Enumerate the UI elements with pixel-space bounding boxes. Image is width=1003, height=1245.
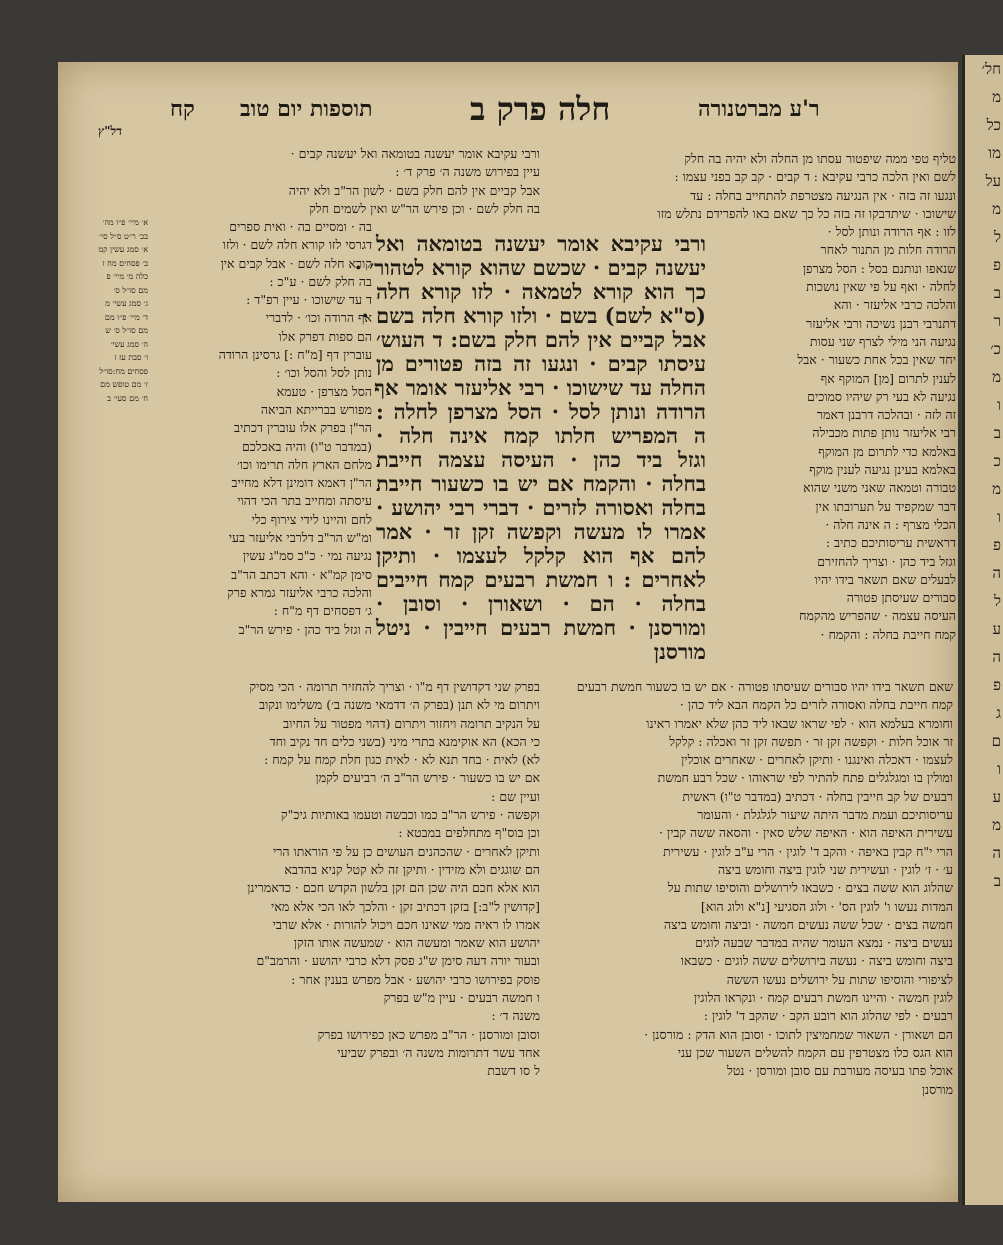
mishnah-line: כך הוא קורא לטמאה · לזו קורא חלה [376, 279, 706, 304]
text-line: ג׳ דפסחים דף מ"ח : [273, 603, 372, 619]
text-line: על הנקיב תרומה ויחזור ויתרום (דהוי מפטור על החיוב [283, 715, 540, 731]
text-line: זר אוכל חלות · וקפשה זקן זר · תפשה זקן זר ואכלה : קלקל [669, 733, 953, 749]
text-line: באלמא כדי לתרום מן המוקף [818, 443, 956, 459]
header-tosafot: תוספות יום טוב [240, 96, 373, 122]
text-line: לענין לתרום [מן] המוקף אף [820, 370, 956, 386]
text-line: עוברין דף [מ"ח :] גרסינן הרודה [218, 347, 372, 363]
text-line: משנה ד׳ : [491, 1008, 540, 1024]
text-line: באלמא בעינן נגיעה לענין מוקף [809, 462, 956, 478]
margin-note: א׳ סמג עשין קמ [98, 245, 148, 254]
mishnah-line: ומורסנן · חמשת רבעים חייבין · ניטל [376, 615, 706, 640]
next-page-fragment: כ [993, 452, 1001, 470]
mishnah-line: עיסתו קבים · ונגעו זה בזה פטורים מן [376, 351, 706, 376]
text-line: הרודה חלות מן התנור לאחר [820, 242, 956, 258]
text-line: לא) לאית · בחד תנא לא · לאית כגון חלת קמח על קמח : [264, 752, 540, 768]
text-line: לשם ואין הלכה כרבי עקיבא : ד קבים · קב קב בפני עצמו : [674, 169, 956, 185]
margin-note: ג׳ סמג עשי׳ מ [105, 299, 148, 308]
text-line: הרי י"ח קבין באיפה · והקב ד' לוגין · הרי ע"ב לוגין · עשירית [663, 843, 953, 859]
text-line: קמח חייבת בחלה ואסורה לזרים כל הקמח הבא ליד כהן · [679, 697, 953, 713]
mishnah-line: אבל קביים אין להם חלק בשם: ד העוש׳ [376, 327, 706, 352]
text-line: שנאפו ונותנם בסל : הסל מצרפן [802, 260, 956, 276]
mishnah-line: (ס"א לשם) בשם · ולזו קורא חלה בשם · [361, 303, 706, 328]
next-page-fragment: מ [992, 816, 1001, 834]
margin-note: ח׳ מם סעי׳ ב [107, 393, 148, 403]
text-line: לחלה · ואף על פי שאין נושכות [806, 279, 956, 295]
text-line: עיין בפירוש משנה ה׳ פרק ד׳ : [395, 164, 540, 180]
text-line: שישוכו · שיתדבקו זה בזה כל כך שאם באו להפרידם נתלש מזו [657, 205, 956, 221]
header-bartenura: ר'ע מברטנורה [698, 96, 820, 122]
text-line: לוגין חמשה · והיינו חמשת רבעים קמח · ונקראו הלוגין [693, 990, 953, 1006]
text-line: אבל קביים אין להם חלק בשם · לשון הר"ב ולא יהיה [288, 182, 540, 198]
next-page-fragment: ר [993, 312, 1001, 330]
text-line: בפרק שני דקדושין דף מ"ו · וצריך להחזיר תרומה · הכי מסיק [249, 679, 540, 694]
text-line: ה וגזל ביד כהן · פירש הר"ב [238, 621, 372, 637]
margin-note: מם סו״ל ס׳ [113, 285, 148, 295]
text-line: ומ"ש הר"ב דלרבי אליעזר בעי [228, 530, 372, 546]
tosafot-commentary-top [150, 145, 540, 218]
next-page-fragment: חל׳ [981, 60, 1001, 78]
next-page-fragment: ם [991, 732, 1001, 750]
text-line: וקפשה · פירש הר"ב כמו וכבשה וטעמו באותיות גיכ"ק [280, 807, 540, 823]
text-line: הסל מצרפן · טעמא [276, 383, 372, 399]
folio-number: קח [170, 96, 195, 122]
text-line: לציפורי והוסיפו שתות על ירושלים נעשו הששה [726, 971, 953, 987]
text-line: הם שוגגים ולא מזידין · ותיקן זה לא קטל קניא בהדבא [284, 861, 540, 877]
text-line: כי הכא) הא אוקימנא בתרי מיני (בשני כלים חד נקיב וחד [269, 733, 540, 749]
mishnah-line: להם אף הוא קלקל לעצמו · ותיקן [376, 543, 706, 568]
text-line: ועיין שם : [491, 788, 540, 804]
next-page-fragment: ג [996, 704, 1001, 722]
text-line: אמרו לו ראיה ממי שאינו חכם ויכול להורות · אלא שרבי [272, 916, 540, 932]
next-page-fragment: מ [992, 368, 1001, 386]
text-line: שאם תשאר בידו יהיו סבורים שעיסתו פטורה · אם יש בו כשעור חמשת רבעים [576, 679, 953, 694]
text-line: ובעור יורה דעה סימן ש"ג פסק דלא כרבי יהושע · והרמב"ם [256, 953, 540, 969]
next-page-fragment: ה [992, 648, 1001, 666]
text-line: הוא הגס כלו מצטרפין עם הקמח להשלים השעור שכן עני [677, 1044, 953, 1060]
next-page-fragment: מ [992, 480, 1001, 498]
text-line: וסובן ומורסנן · הר"ב מפרש כאן כפירושו בפרק [317, 1026, 540, 1042]
text-line: לזו : אף הרודה ונותן לסל · [827, 224, 956, 240]
text-line: הר"ן דאמא דומינן דלא מחייב [231, 475, 372, 491]
next-page-fragment: ו [997, 396, 1001, 414]
text-line: ע׳ · ז׳ לוגין · ועשירית שני לוגין ביצה וחומש ביצה [717, 861, 953, 877]
text-line: העיסה עצמה · שהפריש מהקמח [799, 608, 956, 624]
text-line: רבעים של קב חייבין בחלה · דכתיב (במדבר ט"ו) ראשית [682, 788, 953, 804]
margin-note: בכ׳ ר״ט ס״ל סי׳ [99, 231, 148, 241]
next-page-fragment: מ [992, 200, 1001, 218]
mishnah-line: בחלה · והקמח אם יש בו כשעור חייבת [376, 471, 706, 496]
text-line: לעצמו · דאכלה ואינגנו · ותיקן לאחרים · שאחרים אוכלין [681, 752, 953, 768]
text-line: ורבי עקיבא אומר יעשנה בטומאה ואל יעשנה קבים · [290, 146, 540, 161]
tosafot-commentary-bottom [150, 678, 540, 1081]
text-line: יהושע הוא שאמר ומעשה הוא · שמעשה אותו הזקן [293, 935, 540, 951]
margin-note: ה׳ סמג עשי׳ [110, 339, 148, 349]
margin-notes [86, 216, 148, 405]
text-line: סימן קמ"א · והא דכתב הר"ב [231, 566, 372, 582]
mishnah-line: וגזל ביד כהן · העיסה עצמה חייבת [376, 447, 706, 472]
text-line: והלכה כרבי אליעזר · והא [833, 297, 956, 313]
text-line: נגיעה לא בעי רק שיהיו סמוכים [807, 388, 956, 404]
text-line: דראשית עריסותיכם כתיב : [825, 535, 956, 551]
text-line: ותיקן לאחרים · שהכהנים העושים כן על פי הוראתו הרי [272, 843, 540, 859]
margin-note: ו׳ סבת עז ז [114, 353, 148, 362]
text-line: הר"ן בפרק אלו עוברין דכתיב [233, 420, 372, 436]
next-page-fragment: ב [993, 284, 1001, 302]
text-line: עשירית האיפה הוא · האיפה שלש סאין · והסאה ששה קבין · [658, 825, 953, 841]
margin-note: מם סו״ל ס׳ ש [105, 326, 148, 335]
next-page-fragment: פ [993, 676, 1001, 694]
text-line: פוסק בפירושו כרבי יהושע · אבל מפרש בענין אחר : [291, 971, 540, 987]
text-line: סבורים שעיסתן פטורה [846, 590, 956, 606]
text-line: (במדבר ט"ו) והיה באכלכם [241, 438, 372, 454]
text-line: מלחם הארץ חלה תרימו וכו׳ [236, 456, 372, 472]
text-line: בה · ומסיים בה · ואית ספרים [229, 219, 372, 234]
mishnah-line: ה המפריש חלתו קמח אינה חלה · [376, 423, 706, 448]
mishnah-line: אמרו לו מעשה וקפשה זקן זר · אמר [376, 519, 706, 544]
tosafot-commentary-left [150, 218, 372, 639]
bartenura-commentary-top [657, 150, 956, 644]
text-line: והלכה כרבי אליעזר גמרא פרק [227, 584, 372, 600]
margin-note: כלה מ׳ מיי׳ פ [106, 272, 148, 281]
text-line: אם יש בו כשעור · פירש הר"ב ה׳ רביעים לקמן [315, 770, 540, 786]
text-line: שהלוג הוא ששה בצים · כשבאו לירושלים והוסיפו שתות על [667, 880, 953, 896]
text-line: רבעים · לפי שהלוג הוא רובע הקב · שהקב ד' לוגין : [703, 1008, 953, 1024]
text-line: וגזל ביד כהן · וצריך להחזירם [817, 553, 956, 569]
next-page-fragment: ל [993, 228, 1001, 246]
next-page-fragment: ו [997, 508, 1001, 526]
text-line: ויתרום מי לא תנן (בפרק ה׳ דדמאי משנה ב׳) משלימו ונקוב [259, 697, 540, 713]
text-line: מורסנן [921, 1081, 953, 1097]
text-line: דגרסי לזו קורא חלה לשם · ולזו [222, 237, 372, 253]
next-page-fragment: ו [997, 760, 1001, 778]
mishnah-line: לאחרים : ו חמשת רבעים קמח חייבים [376, 567, 706, 592]
margin-note: ז׳ מם טופש מם [100, 380, 148, 389]
next-page-fragment: ה [992, 564, 1001, 582]
text-line: נגיעה הני מילי לצרף שני עסות [809, 333, 956, 349]
next-page-fragment: על [985, 172, 1001, 190]
text-line: אף הרודה וכו׳ · לדברי [265, 310, 372, 326]
text-line: טבורה וטמאה שאני משני שהוא [803, 480, 956, 496]
text-line: לבעלים שאם תשאר בידו יהיו [814, 571, 956, 587]
next-page-fragment: ב [993, 424, 1001, 442]
text-line: טליף טפי ממה שיפטור עסתו מן החלה ולא יהיה בה חלק [684, 151, 956, 166]
text-line: מפורש בברייתא הביאה [260, 401, 372, 417]
next-page-fragment: כ׳ [990, 340, 1001, 358]
text-line: יחד שאין בכל אחת כשעור · אבל [797, 352, 956, 368]
text-line: דתנרבי רבנן נשיכה ורבי אליעזר [806, 315, 956, 331]
next-page-fragment: ל [993, 592, 1001, 610]
text-line: נעשים ביצה · נמצא העומר שהיה במדבר שבעה לוגים [695, 935, 953, 951]
text-line: אוכל פתו בעיסה מעורבת עם סובן ומורסן · נטל [726, 1063, 953, 1079]
margin-note: א׳ מיי׳ פ״ו מה׳ [102, 218, 148, 227]
next-page-edge [962, 55, 1003, 1205]
mishnah-line: ורבי עקיבא אומר יעשנה בטומאה ואל [376, 231, 706, 256]
text-line: ד עד שישוכו · עיין רפ"ד : [246, 292, 372, 308]
text-line: חמשה בצים · שכל ששה נעשים חמשה · וביצה וחומש ביצה [663, 916, 953, 932]
text-line: לחם והיינו לידי צירוף כלי [251, 511, 372, 527]
text-line: קורא חלה לשם · אבל קבים אין [220, 255, 372, 271]
text-line: נגיעה נמי · כ"כ סמ"ג עשין [242, 548, 372, 564]
mishnah-line: מורסנן [653, 639, 706, 664]
mishnah-line: הרודה ונותן לסל · הסל מצרפן לחלה : [376, 399, 706, 424]
next-page-fragment: מ [992, 88, 1001, 106]
text-line: נותן לסל והסל וכו׳ : [276, 365, 372, 381]
bartenura-commentary-bottom [545, 678, 953, 1099]
next-page-fragment: כל [986, 116, 1001, 134]
text-line: הכלי מצרף : ה אינה חלה · [825, 516, 956, 532]
text-line: ו חמשה רבעים · עיין מ"ש בפרק [383, 990, 540, 1006]
next-page-fragment: ע [992, 788, 1001, 806]
mishnah-line: החלה עד שישוכו · רבי אליעזר אומר אף [374, 375, 706, 400]
text-line: ונגעו זה בזה · אין הנגיעה מצטרפת להתחייב בחלה : עד [690, 187, 956, 203]
next-page-fragment: מו [988, 144, 1001, 162]
mishnah-line: בחלה · הם · ושאורן · וסובן · [376, 591, 706, 616]
text-line: [קדושין ל"ב:] בזקן דכתיב זקן · והלכך לאו הכי אלא מאי [271, 898, 540, 914]
text-line: הם ושאורן · השאור שמחמיצין לתוכו · וסובן הוא הדק : מורסנן · [644, 1026, 953, 1042]
header-tractate: חלה פרק ב [470, 90, 611, 128]
text-line: ומולין בו ומגלגלים פתח להתיר לפי שראוהו · שכל רבע חמשת [657, 770, 953, 786]
next-page-fragment: פ [993, 536, 1001, 554]
next-page-fragment: ב [993, 872, 1001, 890]
mishnah-line: בחלה ואסורה לזרים · דברי רבי יהושע · [376, 495, 706, 520]
text-line: עיסתה ומחייב בתר הכי דהוי [237, 493, 372, 509]
mishnah-text [354, 231, 706, 664]
text-line: המדות נעשו ו' לוגין הס' · ולוג הסגיעי [נ"א ולוג הוא] [700, 898, 953, 914]
text-line: ל סו דשבת [487, 1063, 540, 1079]
margin-note: ד׳ מיי׳ פ״ו מם [104, 312, 148, 322]
text-line: זה לזה · ובהלכה דרבנן דאמר [816, 407, 956, 423]
mishnah-line: יעשנה קבים · שכשם שהוא קורא לטהור׳ · [354, 255, 706, 280]
text-line: בה חלק לשם · ע"כ : [269, 273, 372, 289]
next-page-fragment: ה [992, 844, 1001, 862]
text-line: וחומרא בעלמא הוא · לפי שראו שבאו ליד כהן שלא יאמרו ראינו [646, 715, 953, 731]
text-line: וכן בוס"ף מתחלפים במבטא : [398, 825, 540, 841]
margin-note: פסחים מח:סו״ל [99, 366, 148, 376]
next-page-fragment: ע [992, 620, 1001, 638]
text-line: אחד עשר דתרומות משנה ה׳ ובפרק שביעי [337, 1044, 540, 1060]
text-line: בה חלק לשם · וכן פירש הר"ש ואין לשמים חלק [309, 200, 540, 216]
text-line: הוא אלא חכם היה שכן הם זקן בלשון הקדש חכם · כדאמרינן [247, 880, 540, 896]
text-line: ביצה וחומש ביצה · נעשה בירושלים ששה לוגים · כשבאו [680, 953, 953, 969]
margin-note: ב׳ פסחים מח ז [102, 258, 148, 268]
signature-mark: דל"ץ [98, 124, 122, 138]
text-line: רבי אליעזר נותן פתות מכבילה [812, 425, 956, 441]
text-line: הם ספות דפרק אלו [278, 328, 372, 344]
text-line: דבר שמקפיד על תערובתו אין [815, 498, 956, 514]
text-line: עריסותיכם ועמת מדבר היתה שיעור לגלגלת · והעומר [697, 807, 953, 823]
next-page-fragment: פ [993, 256, 1001, 274]
text-line: קמח חייבת בחלה : והקמח · [820, 626, 956, 642]
